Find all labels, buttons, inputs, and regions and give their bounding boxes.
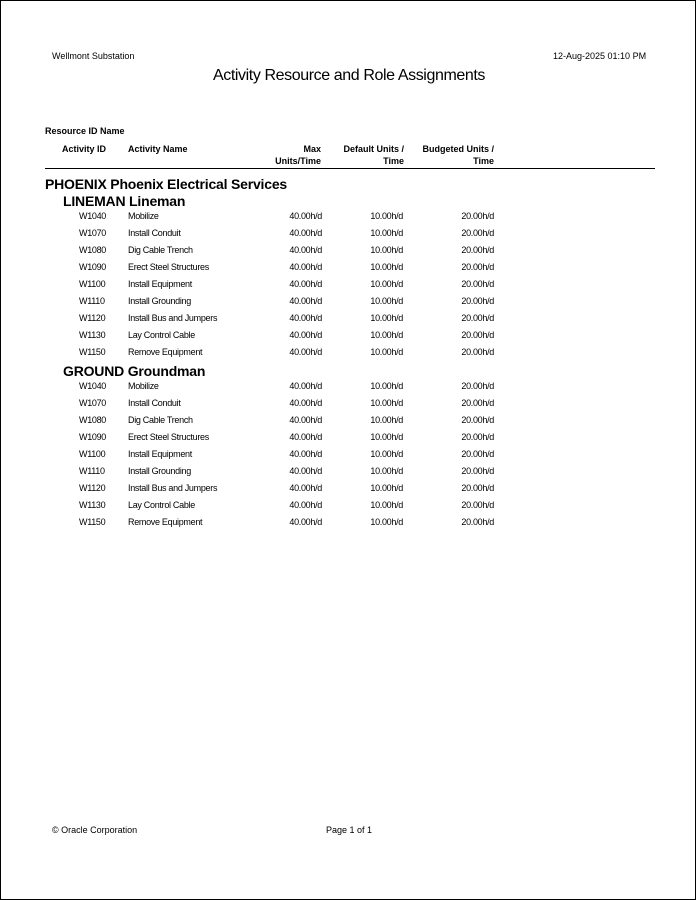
project-name: Wellmont Substation (52, 51, 135, 61)
activity-id-cell: W1090 (79, 262, 107, 272)
table-row (1, 466, 696, 483)
max-units-cell: 40.00h/d (289, 262, 322, 272)
role-group-heading: LINEMAN Lineman (63, 193, 186, 209)
activity-id-cell: W1040 (79, 211, 107, 221)
activity-name-cell: Install Grounding (128, 296, 191, 306)
default-units-cell: 10.00h/d (370, 245, 403, 255)
budgeted-units-cell: 20.00h/d (461, 398, 494, 408)
budgeted-units-cell: 20.00h/d (461, 381, 494, 391)
column-header-budgeted-units-line2: Time (473, 156, 494, 166)
table-row (1, 483, 696, 500)
default-units-cell: 10.00h/d (370, 228, 403, 238)
default-units-cell: 10.00h/d (370, 483, 403, 493)
activity-name-cell: Install Equipment (128, 279, 192, 289)
max-units-cell: 40.00h/d (289, 347, 322, 357)
activity-name-cell: Lay Control Cable (128, 500, 195, 510)
budgeted-units-cell: 20.00h/d (461, 500, 494, 510)
activity-id-cell: W1090 (79, 432, 107, 442)
column-header-default-units (321, 143, 404, 167)
budgeted-units-cell: 20.00h/d (461, 296, 494, 306)
activity-id-cell: W1130 (79, 330, 106, 340)
max-units-cell: 40.00h/d (289, 296, 322, 306)
activity-name-cell: Erect Steel Structures (128, 262, 209, 272)
activity-id-cell: W1150 (79, 517, 106, 527)
activity-id-cell: W1110 (79, 466, 105, 476)
max-units-cell: 40.00h/d (289, 313, 322, 323)
table-row (1, 245, 696, 262)
table-row (1, 381, 696, 398)
default-units-cell: 10.00h/d (370, 279, 403, 289)
budgeted-units-cell: 20.00h/d (461, 228, 494, 238)
budgeted-units-cell: 20.00h/d (461, 245, 494, 255)
activity-id-cell: W1070 (79, 398, 107, 408)
report-title: Activity Resource and Role Assignments (212, 67, 486, 84)
table-row (1, 279, 696, 296)
activity-name-cell: Install Bus and Jumpers (128, 483, 218, 493)
activity-name-cell: Mobilize (128, 381, 159, 391)
activity-id-cell: W1150 (79, 347, 106, 357)
max-units-cell: 40.00h/d (289, 330, 322, 340)
budgeted-units-cell: 20.00h/d (461, 449, 494, 459)
budgeted-units-cell: 20.00h/d (461, 517, 494, 527)
default-units-cell: 10.00h/d (370, 517, 403, 527)
table-row (1, 398, 696, 415)
table-row (1, 330, 696, 347)
max-units-cell: 40.00h/d (289, 279, 322, 289)
activity-name-cell: Dig Cable Trench (128, 415, 193, 425)
table-row (1, 296, 696, 313)
max-units-cell: 40.00h/d (289, 228, 322, 238)
column-header-default-units-line2: Time (383, 156, 404, 166)
table-row (1, 313, 696, 330)
activity-id-cell: W1070 (79, 228, 107, 238)
role-group-heading: GROUND Groundman (63, 363, 206, 379)
default-units-cell: 10.00h/d (370, 449, 403, 459)
max-units-cell: 40.00h/d (289, 381, 322, 391)
default-units-cell: 10.00h/d (370, 347, 403, 357)
max-units-cell: 40.00h/d (289, 466, 322, 476)
column-header-resource-id-name: Resource ID Name (45, 126, 125, 136)
budgeted-units-cell: 20.00h/d (461, 279, 494, 289)
max-units-cell: 40.00h/d (289, 500, 322, 510)
table-row (1, 500, 696, 517)
max-units-cell: 40.00h/d (289, 245, 322, 255)
activity-name-cell: Dig Cable Trench (128, 245, 193, 255)
activity-name-cell: Remove Equipment (128, 517, 203, 527)
budgeted-units-cell: 20.00h/d (461, 415, 494, 425)
resource-group-heading: PHOENIX Phoenix Electrical Services (45, 176, 288, 192)
budgeted-units-cell: 20.00h/d (461, 211, 494, 221)
activity-name-cell: Install Bus and Jumpers (128, 313, 218, 323)
max-units-cell: 40.00h/d (289, 398, 322, 408)
column-header-max-units-line1: Max (303, 144, 321, 154)
activity-id-cell: W1120 (79, 313, 106, 323)
activity-id-cell: W1110 (79, 296, 105, 306)
activity-name-cell: Erect Steel Structures (128, 432, 209, 442)
activity-id-cell: W1080 (79, 415, 107, 425)
activity-name-cell: Install Grounding (128, 466, 191, 476)
budgeted-units-cell: 20.00h/d (461, 466, 494, 476)
column-header-default-units-line1: Default Units / (343, 144, 404, 154)
max-units-cell: 40.00h/d (289, 415, 322, 425)
activity-id-cell: W1040 (79, 381, 107, 391)
activity-name-cell: Mobilize (128, 211, 159, 221)
default-units-cell: 10.00h/d (370, 262, 403, 272)
activity-name-cell: Install Conduit (128, 228, 181, 238)
column-header-budgeted-units (404, 143, 494, 167)
table-row (1, 228, 696, 245)
report-datetime: 12-Aug-2025 01:10 PM (553, 51, 647, 61)
budgeted-units-cell: 20.00h/d (461, 330, 494, 340)
max-units-cell: 40.00h/d (289, 517, 322, 527)
max-units-cell: 40.00h/d (289, 432, 322, 442)
max-units-cell: 40.00h/d (289, 211, 322, 221)
budgeted-units-cell: 20.00h/d (461, 262, 494, 272)
default-units-cell: 10.00h/d (370, 398, 403, 408)
activity-name-cell: Remove Equipment (128, 347, 203, 357)
activity-id-cell: W1100 (79, 279, 106, 289)
table-row (1, 432, 696, 449)
default-units-cell: 10.00h/d (370, 211, 403, 221)
max-units-cell: 40.00h/d (289, 483, 322, 493)
footer-copyright: © Oracle Corporation (52, 825, 138, 835)
column-header-max-units (231, 143, 321, 167)
default-units-cell: 10.00h/d (370, 432, 403, 442)
budgeted-units-cell: 20.00h/d (461, 483, 494, 493)
activity-name-cell: Lay Control Cable (128, 330, 195, 340)
table-row (1, 415, 696, 432)
column-header-activity-id: Activity ID (62, 144, 107, 154)
table-row (1, 347, 696, 364)
activity-name-cell: Install Conduit (128, 398, 181, 408)
default-units-cell: 10.00h/d (370, 381, 403, 391)
default-units-cell: 10.00h/d (370, 500, 403, 510)
column-header-max-units-line2: Units/Time (275, 156, 321, 166)
activity-id-cell: W1130 (79, 500, 106, 510)
activity-id-cell: W1080 (79, 245, 107, 255)
header-divider (45, 168, 655, 169)
budgeted-units-cell: 20.00h/d (461, 313, 494, 323)
table-row (1, 517, 696, 534)
default-units-cell: 10.00h/d (370, 330, 403, 340)
budgeted-units-cell: 20.00h/d (461, 432, 494, 442)
table-row (1, 262, 696, 279)
footer-page-number: Page 1 of 1 (326, 825, 373, 835)
table-row (1, 211, 696, 228)
activity-id-cell: W1100 (79, 449, 106, 459)
default-units-cell: 10.00h/d (370, 415, 403, 425)
column-header-budgeted-units-line1: Budgeted Units / (422, 144, 494, 154)
max-units-cell: 40.00h/d (289, 449, 322, 459)
default-units-cell: 10.00h/d (370, 313, 403, 323)
default-units-cell: 10.00h/d (370, 296, 403, 306)
activity-id-cell: W1120 (79, 483, 106, 493)
budgeted-units-cell: 20.00h/d (461, 347, 494, 357)
table-row (1, 449, 696, 466)
default-units-cell: 10.00h/d (370, 466, 403, 476)
column-header-activity-name: Activity Name (128, 144, 188, 154)
activity-name-cell: Install Equipment (128, 449, 192, 459)
